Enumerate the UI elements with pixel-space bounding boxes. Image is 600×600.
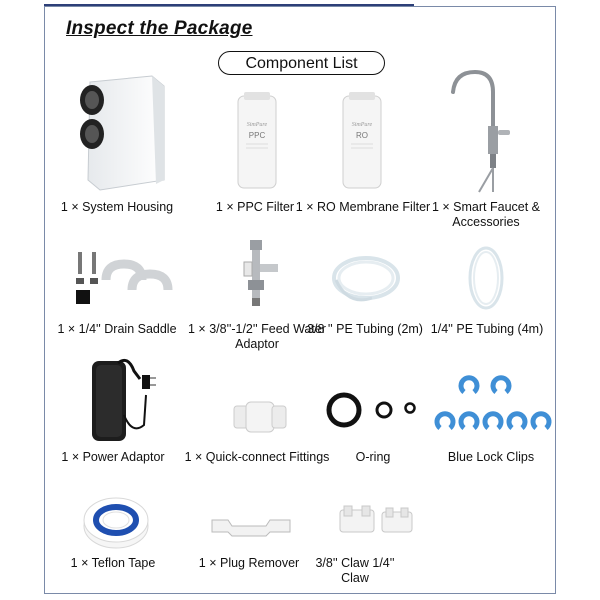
ppc-filter-icon bbox=[232, 92, 282, 192]
pe-tubing-3-8-icon bbox=[328, 250, 408, 310]
ro-membrane-filter-icon bbox=[337, 92, 387, 192]
component-caption: Blue Lock Clips bbox=[447, 450, 535, 464]
claw-icon bbox=[334, 502, 434, 542]
teflon-tape-icon bbox=[78, 492, 158, 552]
plug-remover-icon bbox=[206, 512, 296, 542]
smart-faucet-icon bbox=[445, 68, 525, 198]
o-ring-icon bbox=[322, 390, 422, 440]
component-caption: 1 × Quick-connect Fittings bbox=[184, 450, 330, 464]
component-caption: 1 × 3/8''-1/2'' Feed Water Adaptor bbox=[188, 322, 326, 351]
drain-saddle-icon bbox=[70, 250, 180, 310]
component-caption: 1 × Teflon Tape bbox=[70, 556, 156, 570]
component-list-label: Component List bbox=[218, 51, 385, 75]
blue-lock-clips-icon bbox=[432, 372, 552, 442]
filter-brand-text: SimPure bbox=[246, 122, 268, 128]
component-caption: 1 × System Housing bbox=[60, 200, 174, 214]
filter-type-text: PPC bbox=[248, 131, 266, 140]
filter-brand-text: SimPure bbox=[351, 122, 373, 128]
pe-tubing-1-4-icon bbox=[462, 244, 512, 314]
component-caption: 3/8 '' PE Tubing (2m) bbox=[307, 322, 423, 336]
quick-connect-fitting-icon bbox=[230, 392, 290, 442]
component-caption: 1/4'' PE Tubing (4m) bbox=[430, 322, 544, 336]
component-caption: 3/8'' Claw 1/4'' Claw bbox=[315, 556, 395, 585]
component-caption: 1 × RO Membrane Filter bbox=[295, 200, 431, 214]
component-caption: 1 × Power Adaptor bbox=[61, 450, 165, 464]
system-housing-icon bbox=[70, 72, 190, 192]
feed-water-adaptor-icon bbox=[228, 240, 288, 310]
component-caption: 1 × Smart Faucet & Accessories bbox=[431, 200, 541, 229]
page-title: Inspect the Package bbox=[66, 18, 253, 39]
filter-type-text: RO bbox=[356, 131, 368, 140]
power-adaptor-icon bbox=[84, 355, 164, 445]
component-caption: 1 × PPC Filter bbox=[215, 200, 295, 214]
component-caption: 1 × Plug Remover bbox=[198, 556, 300, 570]
component-caption: O-ring bbox=[355, 450, 391, 464]
component-caption: 1 × 1/4'' Drain Saddle bbox=[57, 322, 177, 336]
